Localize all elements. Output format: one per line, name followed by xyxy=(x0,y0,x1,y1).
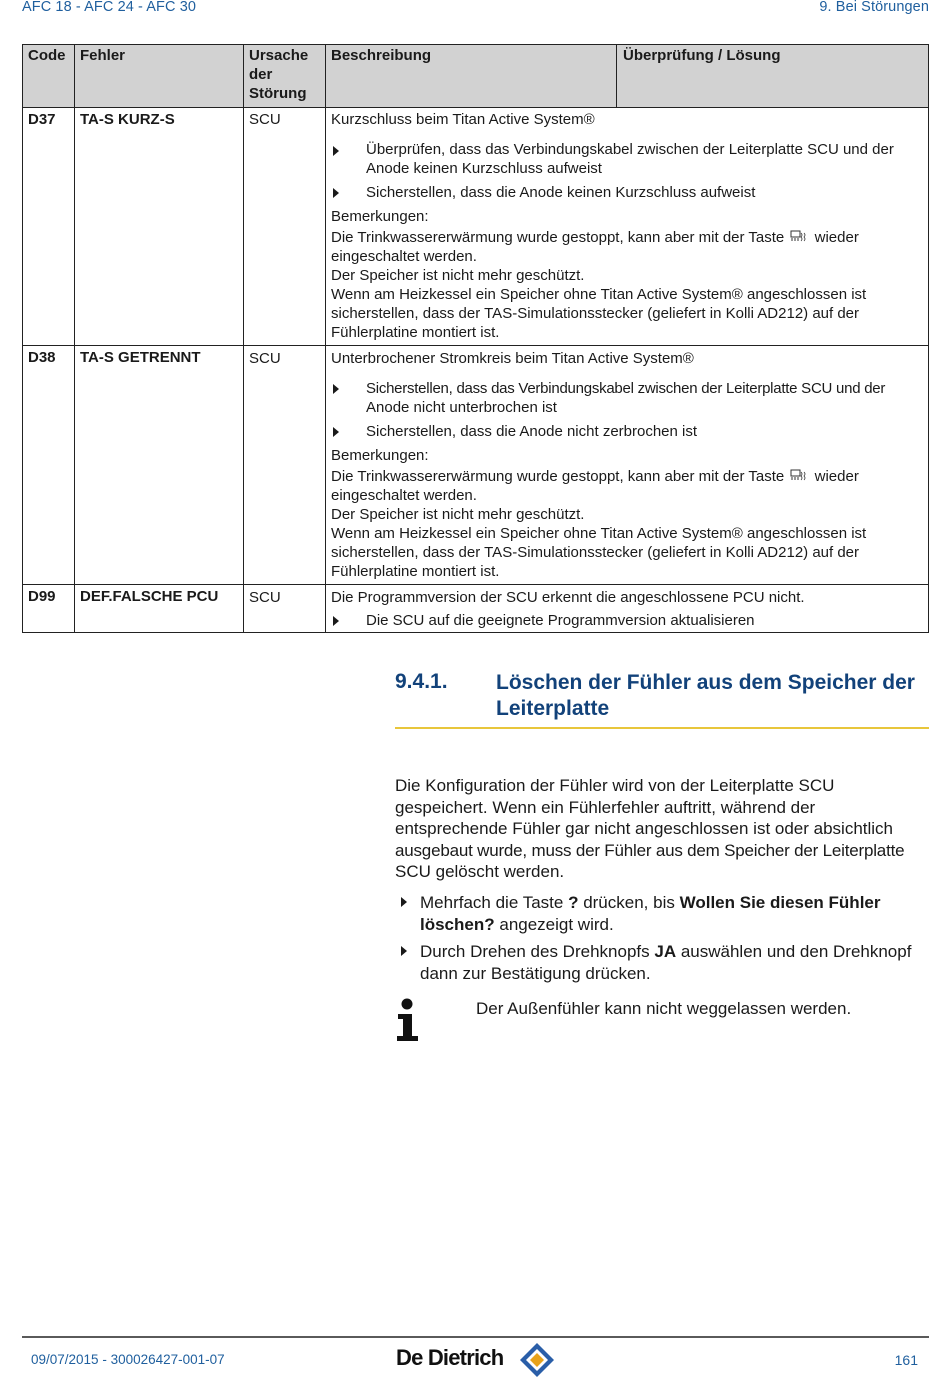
document-title: AFC 18 - AFC 24 - AFC 30 xyxy=(22,0,197,15)
section-title-line: Leiterplatte xyxy=(496,697,610,720)
row-fehler: DEF.FALSCHE PCU xyxy=(80,588,219,605)
header-beschreibung: Beschreibung xyxy=(331,47,432,64)
remarks-text: wieder xyxy=(814,229,859,246)
remarks-text: Die Trinkwassererwärmung wurde gestoppt, kann aber mit der Taste xyxy=(331,468,785,485)
remarks-heading: Bemerkungen: xyxy=(331,447,429,464)
step-line xyxy=(420,941,940,963)
triangle-bullet-icon xyxy=(333,146,339,156)
triangle-bullet-icon xyxy=(333,384,339,394)
step-text: Mehrfach die Taste xyxy=(420,893,564,912)
row-fehler: TA-S GETRENNT xyxy=(80,349,201,366)
paragraph-line: gespeichert. Wenn ein Fühlerfehler auftritt, während der xyxy=(395,797,816,817)
section-divider xyxy=(395,727,929,729)
remarks-line: Fühlerplatine montiert ist. xyxy=(331,324,500,341)
header-ursache-line1: Ursache xyxy=(249,47,309,64)
check-step-line: Sicherstellen, dass die Anode nicht zerbrochen ist xyxy=(366,423,698,440)
chapter-title: 9. Bei Störungen xyxy=(819,0,929,15)
row-ursache: SCU xyxy=(249,350,281,367)
paragraph-line: Die Konfiguration der Fühler wird von der Leiterplatte SCU xyxy=(395,776,835,795)
row-fehler: TA-S KURZ-S xyxy=(80,111,175,128)
step-line xyxy=(420,892,940,914)
remarks-line: eingeschaltet werden. xyxy=(331,487,477,504)
row-ursache: SCU xyxy=(249,589,281,606)
check-step-line: Sicherstellen, dass das Verbindungskabel zwischen der Leiterplatte SCU und der xyxy=(366,380,886,397)
check-step-line: Sicherstellen, dass die Anode keinen Kurzschluss aufweist xyxy=(366,184,756,201)
step-text: auswählen und den Drehknopf xyxy=(680,942,912,961)
hot-water-key-icon xyxy=(790,468,808,482)
hot-water-key-icon xyxy=(790,229,808,243)
remarks-line: eingeschaltet werden. xyxy=(331,248,477,265)
de-dietrich-diamond-logo xyxy=(519,1342,555,1378)
remarks-line xyxy=(331,467,859,486)
info-icon xyxy=(395,998,421,1042)
step-text: angezeigt wird. xyxy=(499,915,614,934)
step-text: Durch Drehen des Drehknopfs xyxy=(420,942,650,961)
header-fehler: Fehler xyxy=(80,47,126,64)
row-code: D38 xyxy=(28,349,56,366)
remarks-text: Die Trinkwassererwärmung wurde gestoppt, kann aber mit der Taste xyxy=(331,229,785,246)
header-code: Code xyxy=(28,47,66,64)
section-title xyxy=(496,670,936,722)
step-line xyxy=(420,914,940,936)
step-item xyxy=(420,941,940,985)
brand-logo-text: De Dietrich xyxy=(396,1345,504,1370)
header-loesung: Überprüfung / Lösung xyxy=(623,47,781,64)
remarks-line: Der Speicher ist nicht mehr geschützt. xyxy=(331,267,585,284)
row-code: D99 xyxy=(28,588,56,605)
step-display-text: Wollen Sie diesen Fühler xyxy=(679,893,881,912)
remarks-line: Fühlerplatine montiert ist. xyxy=(331,563,500,580)
step-item xyxy=(420,892,940,936)
paragraph-line: SCU gelöscht werden. xyxy=(395,862,565,881)
remarks-text: wieder xyxy=(814,468,859,485)
intro-paragraph xyxy=(395,775,935,883)
header-ursache-line3: Störung xyxy=(249,85,307,102)
row-code: D37 xyxy=(28,111,56,128)
triangle-bullet-icon xyxy=(333,427,339,437)
paragraph-line: ausgebaut wurde, muss der Fühler aus dem Speicher der Leiterplatte xyxy=(395,840,905,860)
step-text: drücken, bis xyxy=(583,893,675,912)
remarks-line xyxy=(331,228,859,247)
footer-doc-ref: 09/07/2015 - 300026427-001-07 xyxy=(31,1352,225,1367)
triangle-bullet-icon xyxy=(401,897,407,907)
row-beschreibung: Unterbrochener Stromkreis beim Titan Active System® xyxy=(331,350,694,367)
footer-divider xyxy=(22,1336,929,1338)
check-step-line: Überprüfen, dass das Verbindungskabel zwischen der Leiterplatte SCU und der xyxy=(366,141,894,158)
step-line: dann zur Bestätigung drücken. xyxy=(420,964,651,983)
table-header-row xyxy=(22,44,929,108)
remarks-line: Der Speicher ist nicht mehr geschützt. xyxy=(331,506,585,523)
check-step-line: Die SCU auf die geeignete Programmversion aktualisieren xyxy=(366,612,755,629)
triangle-bullet-icon xyxy=(401,946,407,956)
info-note: Der Außenfühler kann nicht weggelassen werden. xyxy=(476,999,852,1018)
header-ursache-line2: der xyxy=(249,66,273,83)
remarks-heading: Bemerkungen: xyxy=(331,208,429,225)
paragraph-line: entsprechende Fühler gar nicht angeschlossen ist oder absichtlich xyxy=(395,819,894,838)
check-step-line: Anode nicht unterbrochen ist xyxy=(366,399,557,416)
remarks-line: sicherstellen, dass der TAS-Simulationsstecker (geliefert in Kolli AD212) auf der xyxy=(331,305,860,322)
remarks-line: Wenn am Heizkessel ein Speicher ohne Titan Active System® angeschlossen ist xyxy=(331,525,867,542)
row-beschreibung: Kurzschluss beim Titan Active System® xyxy=(331,111,595,128)
triangle-bullet-icon xyxy=(333,188,339,198)
step-key: ? xyxy=(568,893,579,912)
row-ursache: SCU xyxy=(249,111,281,128)
remarks-line: Wenn am Heizkessel ein Speicher ohne Titan Active System® angeschlossen ist xyxy=(331,286,867,303)
row-beschreibung: Die Programmversion der SCU erkennt die angeschlossene PCU nicht. xyxy=(331,589,805,606)
page-number: 161 xyxy=(894,1352,918,1368)
step-display-text: löschen? xyxy=(420,915,495,934)
triangle-bullet-icon xyxy=(333,616,339,626)
section-number: 9.4.1. xyxy=(395,670,448,693)
fault-code-table xyxy=(22,44,929,633)
section-title-line: Löschen der Fühler aus dem Speicher der xyxy=(496,671,915,694)
check-step-line: Anode keinen Kurzschluss aufweist xyxy=(366,160,602,177)
step-key: JA xyxy=(654,942,677,961)
remarks-line: sicherstellen, dass der TAS-Simulationsstecker (geliefert in Kolli AD212) auf der xyxy=(331,544,860,561)
